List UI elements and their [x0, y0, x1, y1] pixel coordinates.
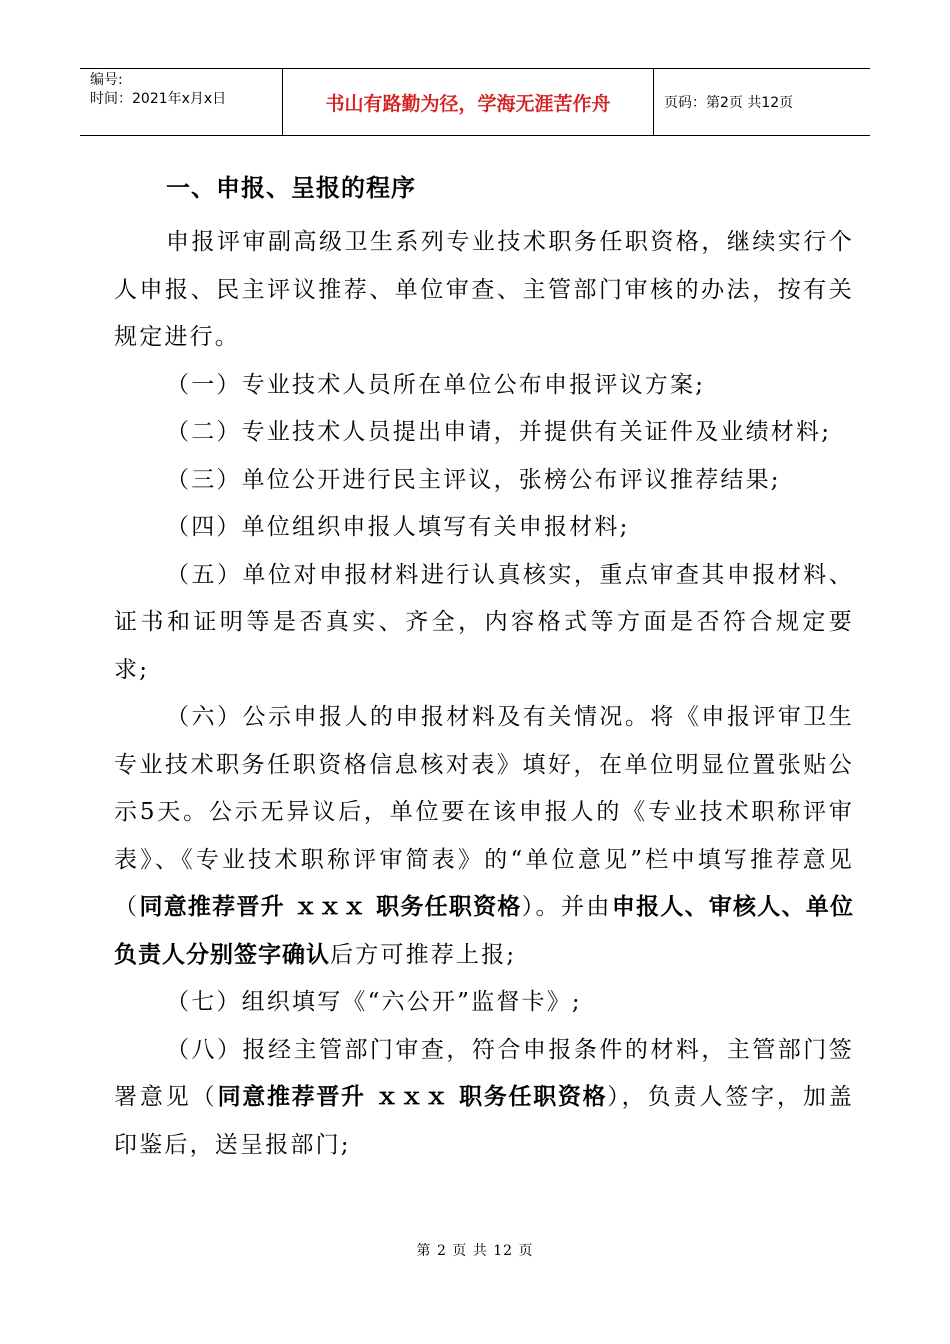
document-body [114, 165, 854, 1169]
paragraph-item-4: （四）单位组织申报人填写有关申报材料; [166, 514, 630, 540]
recommend-opinion-bold: 同意推荐晋升 ｘｘｘ 职务任职资格 [139, 894, 522, 920]
signature-requirement-bold: 申报人、审核人、单位负责人分别签字确认 [114, 894, 855, 968]
document-header [80, 68, 870, 136]
paragraph-item-6-text-a: （六）公示申报人的申报材料及有关情况。将《申报评审卫生专业技术职务任职资格信息核对表》填好，在单位明显位置张贴公示5天。公示无异议后，单位要在该申报人的《专业技术职称评审表》、《专业技术职称评审简表》的“单位意见”栏中填写推荐意见（ [114, 704, 854, 920]
paragraph-item-6 [114, 694, 854, 979]
paragraph-item-6-text-b: ）。并由 [521, 894, 612, 920]
paragraph-item-2: （二）专业技术人员提出申请，并提供有关证件及业绩材料; [166, 419, 832, 445]
header-page-info: 页码：第2页 共12页 [664, 95, 794, 111]
section-heading: 一、申报、呈报的程序 [166, 174, 416, 202]
paragraph-item-8 [114, 1027, 854, 1170]
dept-opinion-bold: 同意推荐晋升 ｘｘｘ 职务任职资格 [217, 1084, 608, 1110]
time-label: 时间：2021年x月x日 [90, 91, 227, 107]
paragraph-item-3: （三）单位公开进行民主评议，张榜公布评议推荐结果; [166, 466, 781, 493]
page-footer: 第 2 页 共 12 页 [416, 1243, 534, 1259]
paragraph-item-6-text-c: 后方可推荐上报; [330, 941, 517, 968]
paragraph-item-1: （一）专业技术人员所在单位公布申报评议方案; [166, 371, 706, 398]
header-motto: 书山有路勤为径，学海无涯苦作舟 [282, 69, 654, 135]
paragraph-item-7: （七）组织填写《“六公开”监督卡》; [166, 989, 582, 1015]
paragraph-item-5: （五）单位对申报材料进行认真核实，重点审查其申报材料、证书和证明等是否真实、齐全，内容格式等方面是否符合规定要求; [114, 561, 854, 683]
paragraph-item-8-text-a: （八）报经主管部门审查，符合申报条件的材料，主管部门签署意见（ [114, 1036, 854, 1110]
paragraph-item-8-text-b: ），负责人签字，加盖印鉴后，送呈报部门; [114, 1084, 854, 1158]
paragraph-intro: 申报评审副高级卫生系列专业技术职务任职资格，继续实行个人申报、民主评议推荐、单位审查、主管部门审核的办法，按有关规定进行。 [114, 229, 854, 350]
header-left-cell [80, 69, 282, 135]
number-label: 编号: [90, 72, 123, 88]
